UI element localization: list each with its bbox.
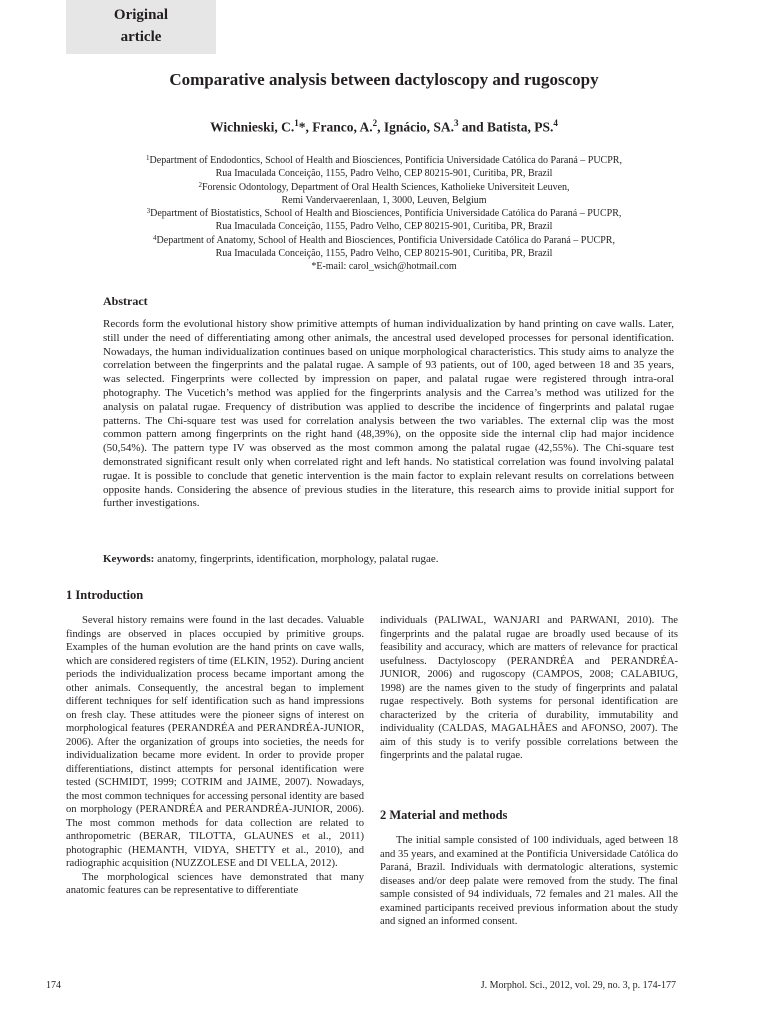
affiliation-text: Department of Endodontics, School of Health and Biosciences, Pontifícia Universidade Católica do Paraná – PUCPR, xyxy=(149,155,622,166)
affiliation-line: Rua Imaculada Conceição, 1155, Padro Velho, CEP 80215-901, Curitiba, PR, Brazil xyxy=(215,168,553,180)
journal-citation: J. Morphol. Sci., 2012, vol. 29, no. 3, p. 174-177 xyxy=(480,980,676,991)
author-name: Wichnieski, C. xyxy=(210,119,295,135)
corresponding-email: *E-mail: carol_wsich@hotmail.com xyxy=(311,261,457,273)
affiliation-text: Forensic Odontology, Department of Oral Health Sciences, Katholieke Universiteit Leuven, xyxy=(201,181,570,193)
abstract-text: Records form the evolutional history show primitive attempts of human individualization by hand printing on cave walls. Later, still under the need of differentiating among other animals, the ancestral used developed processes for personal identification. Nowadays, the human individualization continues based on unique morphological characteristics. This study aims to analyze the correlation between the fingerprints and the palatal rugae. A sample of 93 patients, out of 100, aged between 18 and 35 years, was selected. Fingerprints were collected by impression on paper, and palatal rugae were registered through intra-oral photography. The Vucetich’s method was applied for the fingerprints analysis and the Carrea’s method was utilized for the analysis on palatal rugae. Frequency of distribution was applied to describe the incidence of fingerprints and palatal rugae patterns. The Chi-square test was used for correlation analysis between the two variables. The external clip was the most common pattern among fingerprints on the right hand (48,39%), on the opposite side the internal clip had major incidence (50,54%). The pattern type IV was observed as the most common among the palatal rugae (42,55%). The Chi-square test demonstrated significant result only when correlated right and left hands. No statistical correlation was found involving palatal rugae. It is possible to conclude that genetic intervention is the main factor to explain relevant results on correlations between opposite hands. Considering the absence of previous studies in the literature, this research aims to provide initial support for further investigations. xyxy=(103,318,674,510)
author-separator: , xyxy=(377,119,384,135)
author-sup: 2 xyxy=(372,118,378,128)
author-separator: *, xyxy=(298,119,313,135)
article-type-line2: article xyxy=(120,29,162,45)
affiliation-sup: 1 xyxy=(146,154,150,162)
keywords xyxy=(103,552,674,566)
page-number: 174 xyxy=(46,980,61,991)
affiliation-text: Department of Anatomy, School of Health and Biosciences, Pontifícia Universidade Católica do Paraná – PUCPR, xyxy=(156,234,615,246)
author-name: Ignácio, SA. xyxy=(383,119,454,135)
article-type-tab xyxy=(66,0,216,54)
abstract-heading: Abstract xyxy=(103,294,148,308)
paragraph: individuals (PALIWAL, WANJARI and PARWANI, 2010). The fingerprints and the palatal rugae are broadly used because of its feasibility and accuracy, which are matters of relevance for practical usefulness. Dactyloscopy (PERANDRÉA and PERANDRÉA-JUNIOR, 2006) and rugoscopy (CAMPOS, 2008; CALABIUG, 1998) are the names given to the study of fingerprints and palatal rugae respectively. Both systems for personal identification are characterized by the criteria of durability, immutability and individuality (CALDAS, MAGALHÃES and AFONSO, 2007). The aim of this study is to verify possible correlations between the fingerprints and the palatal rugae. xyxy=(380,615,678,761)
keywords-list: anatomy, fingerprints, identification, morphology, palatal rugae. xyxy=(154,553,439,565)
paragraph: Several history remains were found in the last decades. Valuable findings are observed in places occupied by primitive groups. Examples of the human evolution are the hand prints on cave walls, which are considered registers of time (ELKIN, 1952). During ancient periods the individualization process became important among the other animals. Consequently, the ancestral began to implement different techniques for self identification such as hand impressions on fresh clay. These attitudes were the pioneer signs of interest on morphological features (PERANDRÉA and PERANDRÉA-JUNIOR, 2006). After the organization of groups into societies, the needs for individualization became more evident. In order to provide proper differentiations, distinct attempts for personal identification were tested (SCHMIDT, 1999; COTRIM and JAIME, 2007). Nowadays, the most common techniques for accessing personal identity are based on morphology (PERANDRÉA and PERANDRÉA-JUNIOR, 2006). The most common methods for data collection are related to anthropometric (BERAR, TILOTTA, GLAUNES et al., 2011) photographic (HEMANTH, VIDYA, SHETTY et al., 2010), and radiographic acquisition (NUZZOLESE and DI VELLA, 2012). xyxy=(66,615,365,869)
affiliation-line: Rua Imaculada Conceição, 1155, Padro Velho, CEP 80215-901, Curitiba, PR, Brazil xyxy=(215,248,553,260)
affiliation-sup: 2 xyxy=(198,180,202,189)
affiliation-line xyxy=(60,154,708,167)
author-list xyxy=(0,118,768,136)
paper-title: Comparative analysis between dactyloscopy and rugoscopy xyxy=(169,70,599,89)
affiliations xyxy=(60,154,708,274)
author-name: Batista, PS. xyxy=(487,119,554,135)
column-right-methods xyxy=(380,834,678,929)
section-heading-methods: 2 Material and methods xyxy=(380,808,508,822)
affiliation-sup: 4 xyxy=(153,233,157,242)
paragraph: The morphological sciences have demonstrated that many anatomic features can be representative to differentiate xyxy=(66,871,364,896)
affiliation-line: Remi Vandervaerenlaan, 1, 3000, Leuven, Belgium xyxy=(281,194,487,206)
author-sup: 3 xyxy=(454,118,459,128)
affiliation-text: Department of Biostatistics, School of Health and Biosciences, Pontifícia Universidade Católica do Paraná – PUCPR, xyxy=(150,208,622,220)
affiliation-line xyxy=(60,181,708,194)
author-separator: and xyxy=(458,119,488,135)
keywords-label: Keywords: xyxy=(103,553,155,565)
author-sup: 1 xyxy=(294,118,299,128)
affiliation-sup: 3 xyxy=(146,207,151,216)
section-heading-introduction: 1 Introduction xyxy=(66,588,144,602)
article-type-line1: Original xyxy=(113,7,169,23)
affiliation-line: Rua Imaculada Conceição, 1155, Padro Velho, CEP 80215-901, Curitiba, PR, Brazil xyxy=(215,221,553,233)
column-left xyxy=(66,614,364,898)
author-name: Franco, A. xyxy=(312,119,373,135)
paragraph: The initial sample consisted of 100 individuals, aged between 18 and 35 years, and examined at the Pontifícia Universidade Católica do Paraná, Brazil. Individuals with dermatologic alterations, systemic diseases and/or deep palate were removed from the study. The final sample consisted of 94 individuals, 72 females and 21 males. All the examined participants received previous information about the study and signed an informed consent. xyxy=(380,835,679,927)
affiliation-line xyxy=(60,234,708,247)
column-right xyxy=(380,614,678,763)
author-sup: 4 xyxy=(553,118,558,128)
affiliation-line xyxy=(60,207,708,220)
